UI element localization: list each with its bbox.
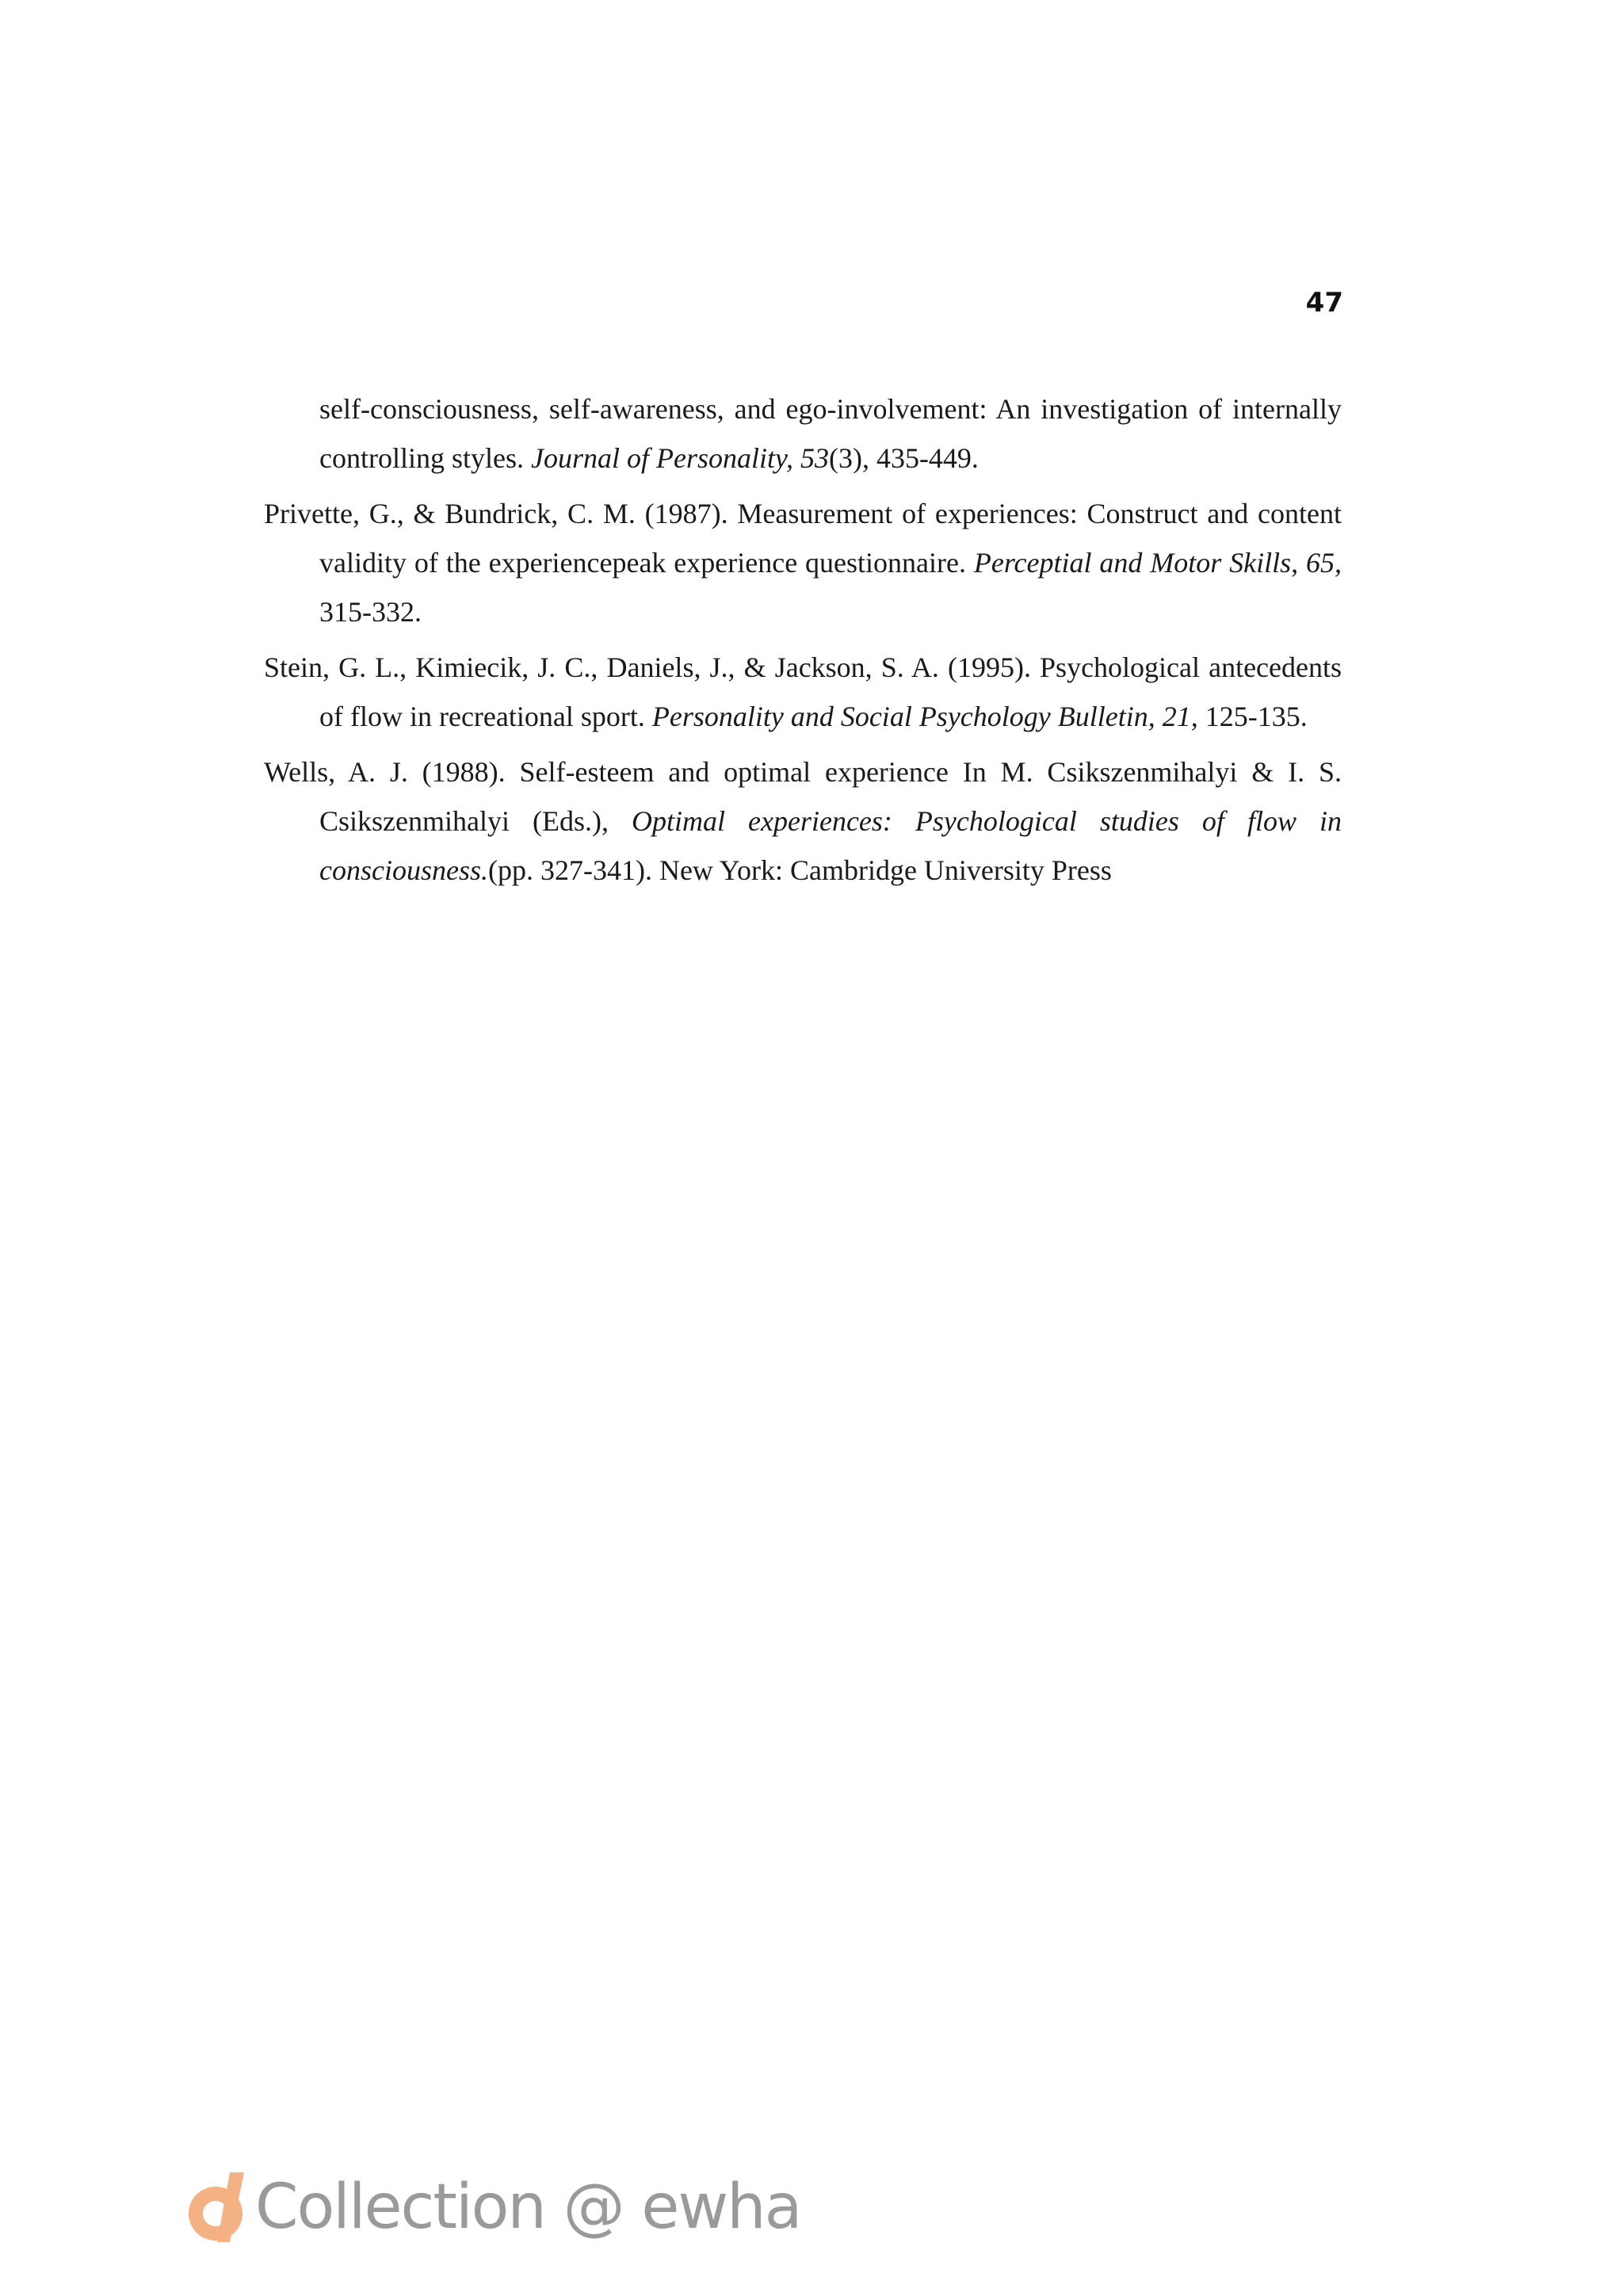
- dcollection-logo-text: Collection @ ewha: [255, 2172, 801, 2243]
- dcollection-logo-icon: [184, 2169, 254, 2245]
- reference-text: Privette, G., & Bundrick, C. M. (1987). Measurement of experiences: Construct and content validity of the experiencepeak experience questionnaire.: [264, 498, 1342, 579]
- page-number: 47: [1305, 287, 1343, 319]
- reference-source: Optimal experiences: Psychological studies of flow in consciousness.: [319, 805, 1342, 886]
- reference-source: Perceptial and Motor Skills, 65,: [973, 547, 1342, 579]
- reference-entry: [264, 643, 1342, 741]
- reference-entry: [264, 384, 1342, 483]
- reference-text: 315-332.: [319, 596, 422, 628]
- reference-source: Personality and Social Psychology Bulletin, 21,: [651, 701, 1198, 732]
- reference-list: [264, 384, 1342, 901]
- reference-text: 125-135.: [1197, 701, 1308, 732]
- dcollection-logo: [184, 2168, 800, 2247]
- reference-text: (pp. 327-341). New York: Cambridge University Press: [487, 854, 1112, 886]
- reference-text: self-consciousness, self-awareness, and ego-involvement: An investigation of internally controlling styles.: [319, 393, 1342, 474]
- reference-entry: [264, 747, 1342, 895]
- reference-entry: [264, 489, 1342, 636]
- reference-source: Journal of Personality, 53: [530, 442, 829, 474]
- reference-text: Wells, A. J. (1988). Self-esteem and optimal experience In M. Csikszenmihalyi & I. S. Csikszenmihalyi (Eds.),: [264, 756, 1342, 837]
- reference-text: Stein, G. L., Kimiecik, J. C., Daniels, J., & Jackson, S. A. (1995). Psychological antecedents of flow in recreational sport.: [264, 651, 1342, 732]
- reference-text: (3), 435-449.: [828, 442, 979, 474]
